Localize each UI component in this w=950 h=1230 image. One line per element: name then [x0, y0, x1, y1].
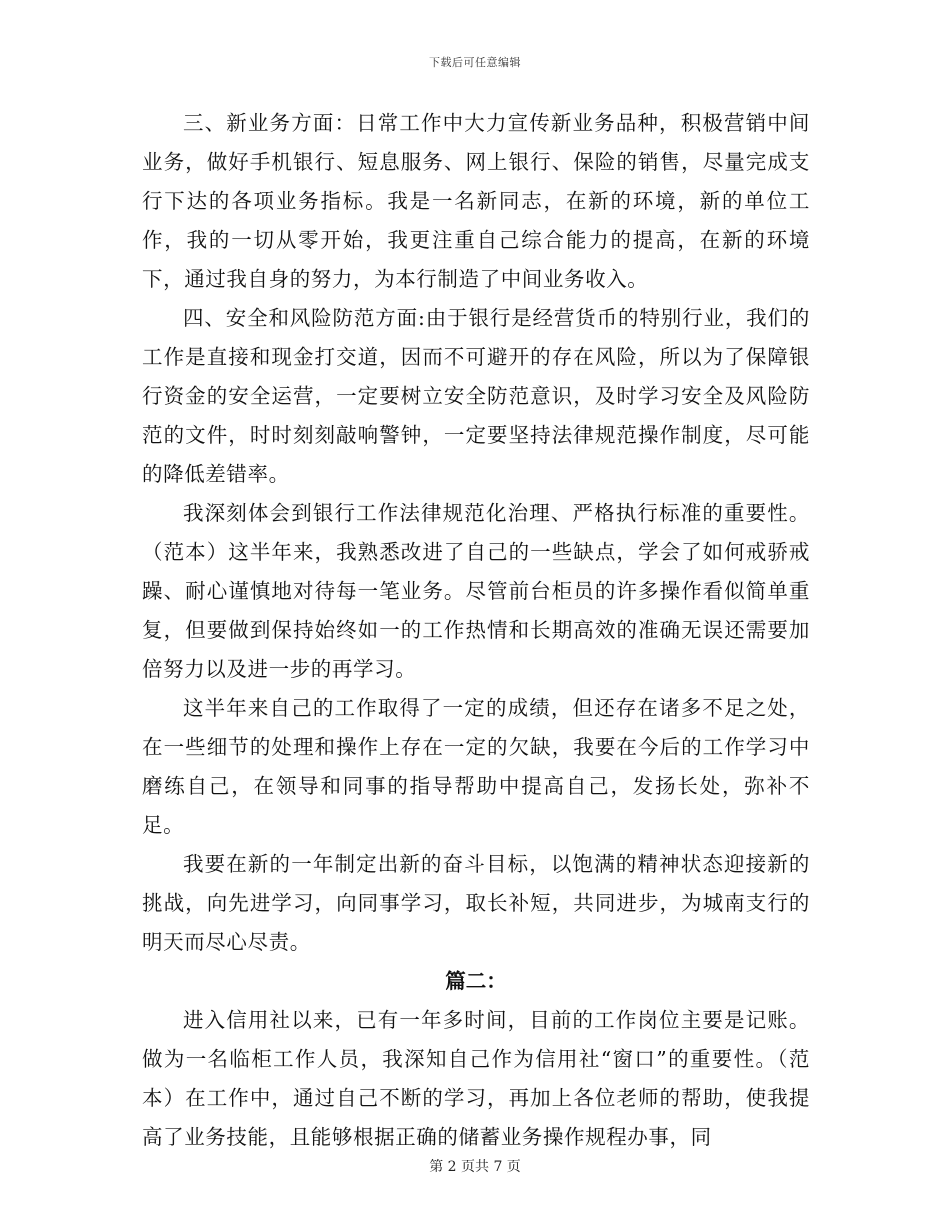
page-number-footer: 第 2 页共 7 页	[429, 1159, 521, 1175]
paragraph-section2-intro: 进入信用社以来，已有一年多时间，目前的工作岗位主要是记账。做为一名临柜工作人员，我深知自己作为信用社“窗口”的重要性。（范本）在工作中，通过自己不断的学习，再加上各位老师的帮助，使我提高了业务技能，且能够根据正确的储蓄业务操作规程办事，同	[142, 1008, 810, 1149]
page-header: 下载后可任意编辑	[429, 56, 521, 69]
paragraph-new-business: 三、新业务方面：日常工作中大力宣传新业务品种，积极营销中间业务，做好手机银行、短息服务、网上银行、保险的销售，尽量完成支行下达的各项业务指标。我是一名新同志，在新的环境，新的单位工作，我的一切从零开始，我更注重自己综合能力的提高，在新的环境下，通过我自身的努力，为本行制造了中间业务收入。	[142, 111, 810, 291]
paragraph-risk-prevention: 四、安全和风险防范方面:由于银行是经营货币的特别行业，我们的工作是直接和现金打交道，因而不可避开的存在风险，所以为了保障银行资金的安全运营，一定要树立安全防范意识，及时学习安全及风险防范的文件，时时刻刻敲响警钟，一定要坚持法律规范操作制度，尽可能的降低差错率。	[142, 306, 810, 486]
paragraph-shortcomings: 这半年来自己的工作取得了一定的成绩，但还存在诸多不足之处，在一些细节的处理和操作上存在一定的欠缺，我要在今后的工作学习中磨练自己，在领导和同事的指导帮助中提高自己，发扬长处，弥补不足。	[142, 696, 810, 837]
section-heading: 篇二：	[445, 969, 507, 993]
paragraph-goals: 我要在新的一年制定出新的奋斗目标，以饱满的精神状态迎接新的挑战，向先进学习，向同事学习，取长补短，共同进步，为城南支行的明天而尽心尽责。	[142, 852, 810, 954]
paragraph-reflection: 我深刻体会到银行工作法律规范化治理、严格执行标准的重要性。（范本）这半年来，我熟悉改进了自己的一些缺点，学会了如何戒骄戒躁、耐心谨慎地对待每一笔业务。尽管前台柜员的许多操作看似简单重复，但要做到保持始终如一的工作热情和长期高效的准确无误还需要加倍努力以及进一步的再学习。	[142, 501, 810, 681]
document-body	[142, 104, 810, 1157]
